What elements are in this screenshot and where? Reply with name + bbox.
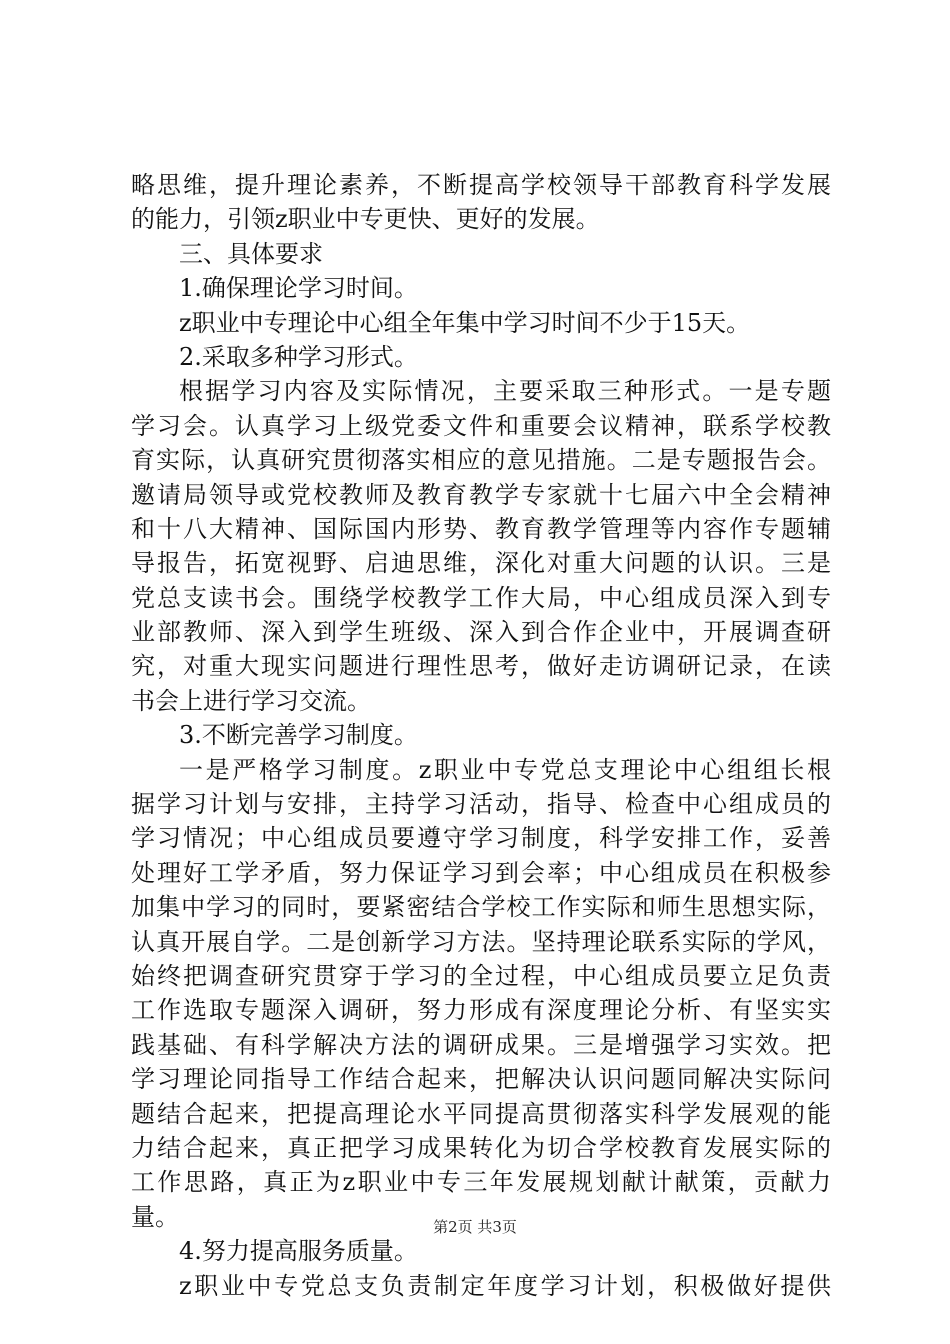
text-line: 根据学习内容及实际情况，主要采取三种形式。一是专题: [179, 377, 831, 406]
text-line: 三、具体要求: [179, 239, 323, 268]
text-line: 始终把调查研究贯穿于学习的全过程，中心组成员要立足负责: [131, 961, 831, 990]
text-line: 4.努力提高服务质量。: [179, 1237, 418, 1266]
text-line: 的能力，引领z职业中专更快、更好的发展。: [131, 205, 600, 234]
text-line: 据学习计划与安排，主持学习活动，指导、检查中心组成员的: [131, 790, 831, 819]
text-line: 略思维，提升理论素养，不断提高学校领导干部教育科学发展: [131, 171, 831, 199]
text-line: 书会上进行学习交流。: [131, 686, 371, 715]
text-line: 3.不断完善学习制度。: [179, 721, 418, 750]
text-line: 加集中学习的同时，要紧密结合学校工作实际和师生思想实际，: [131, 893, 831, 922]
text-line: 量。: [131, 1202, 179, 1231]
text-line: 1.确保理论学习时间。: [179, 274, 418, 303]
text-line: 党总支读书会。围绕学校教学工作大局，中心组成员深入到专: [131, 583, 831, 612]
text-line: z职业中专理论中心组全年集中学习时间不少于15天。: [179, 308, 751, 337]
text-line: 认真开展自学。二是创新学习方法。坚持理论联系实际的学风，: [131, 927, 831, 956]
text-line: 2.采取多种学习形式。: [179, 342, 418, 371]
text-line: 践基础、有科学解决方法的调研成果。三是增强学习实效。把: [131, 1030, 831, 1059]
text-line: 邀请局领导或党校教师及教育教学专家就十七届六中全会精神: [131, 480, 831, 509]
text-line: 和十八大精神、国际国内形势、教育教学管理等内容作专题辅: [131, 514, 831, 543]
text-line: 工作选取专题深入调研，努力形成有深度理论分析、有坚实实: [131, 996, 831, 1025]
text-line: 处理好工学矛盾，努力保证学习到会率；中心组成员在积极参: [131, 858, 831, 887]
text-line: 学习理论同指导工作结合起来，把解决认识问题同解决实际问: [131, 1065, 831, 1094]
text-line: 题结合起来，把提高理论水平同提高贯彻落实科学发展观的能: [131, 1099, 831, 1128]
text-line: z职业中专党总支负责制定年度学习计划，积极做好提供: [179, 1271, 831, 1300]
text-line: 究，对重大现实问题进行理性思考，做好走访调研记录，在读: [131, 652, 831, 681]
text-line: 学习情况；中心组成员要遵守学习制度，科学安排工作，妥善: [131, 824, 831, 853]
text-line: 育实际，认真研究贯彻落实相应的意见措施。二是专题报告会。: [131, 446, 831, 475]
text-line: 业部教师、深入到学生班级、深入到合作企业中，开展调查研: [131, 618, 831, 647]
text-line: 工作思路，真正为z职业中专三年发展规划献计献策，贡献力: [131, 1168, 831, 1197]
page-number-footer: 第2页 共3页: [433, 1218, 517, 1236]
document-body: [131, 168, 831, 1303]
text-line: 导报告，拓宽视野、启迪思维，深化对重大问题的认识。三是: [131, 549, 831, 578]
text-line: 一是严格学习制度。z职业中专党总支理论中心组组长根: [179, 755, 831, 784]
text-line: 力结合起来，真正把学习成果转化为切合学校教育发展实际的: [131, 1133, 831, 1162]
text-line: 学习会。认真学习上级党委文件和重要会议精神，联系学校教: [131, 411, 831, 440]
